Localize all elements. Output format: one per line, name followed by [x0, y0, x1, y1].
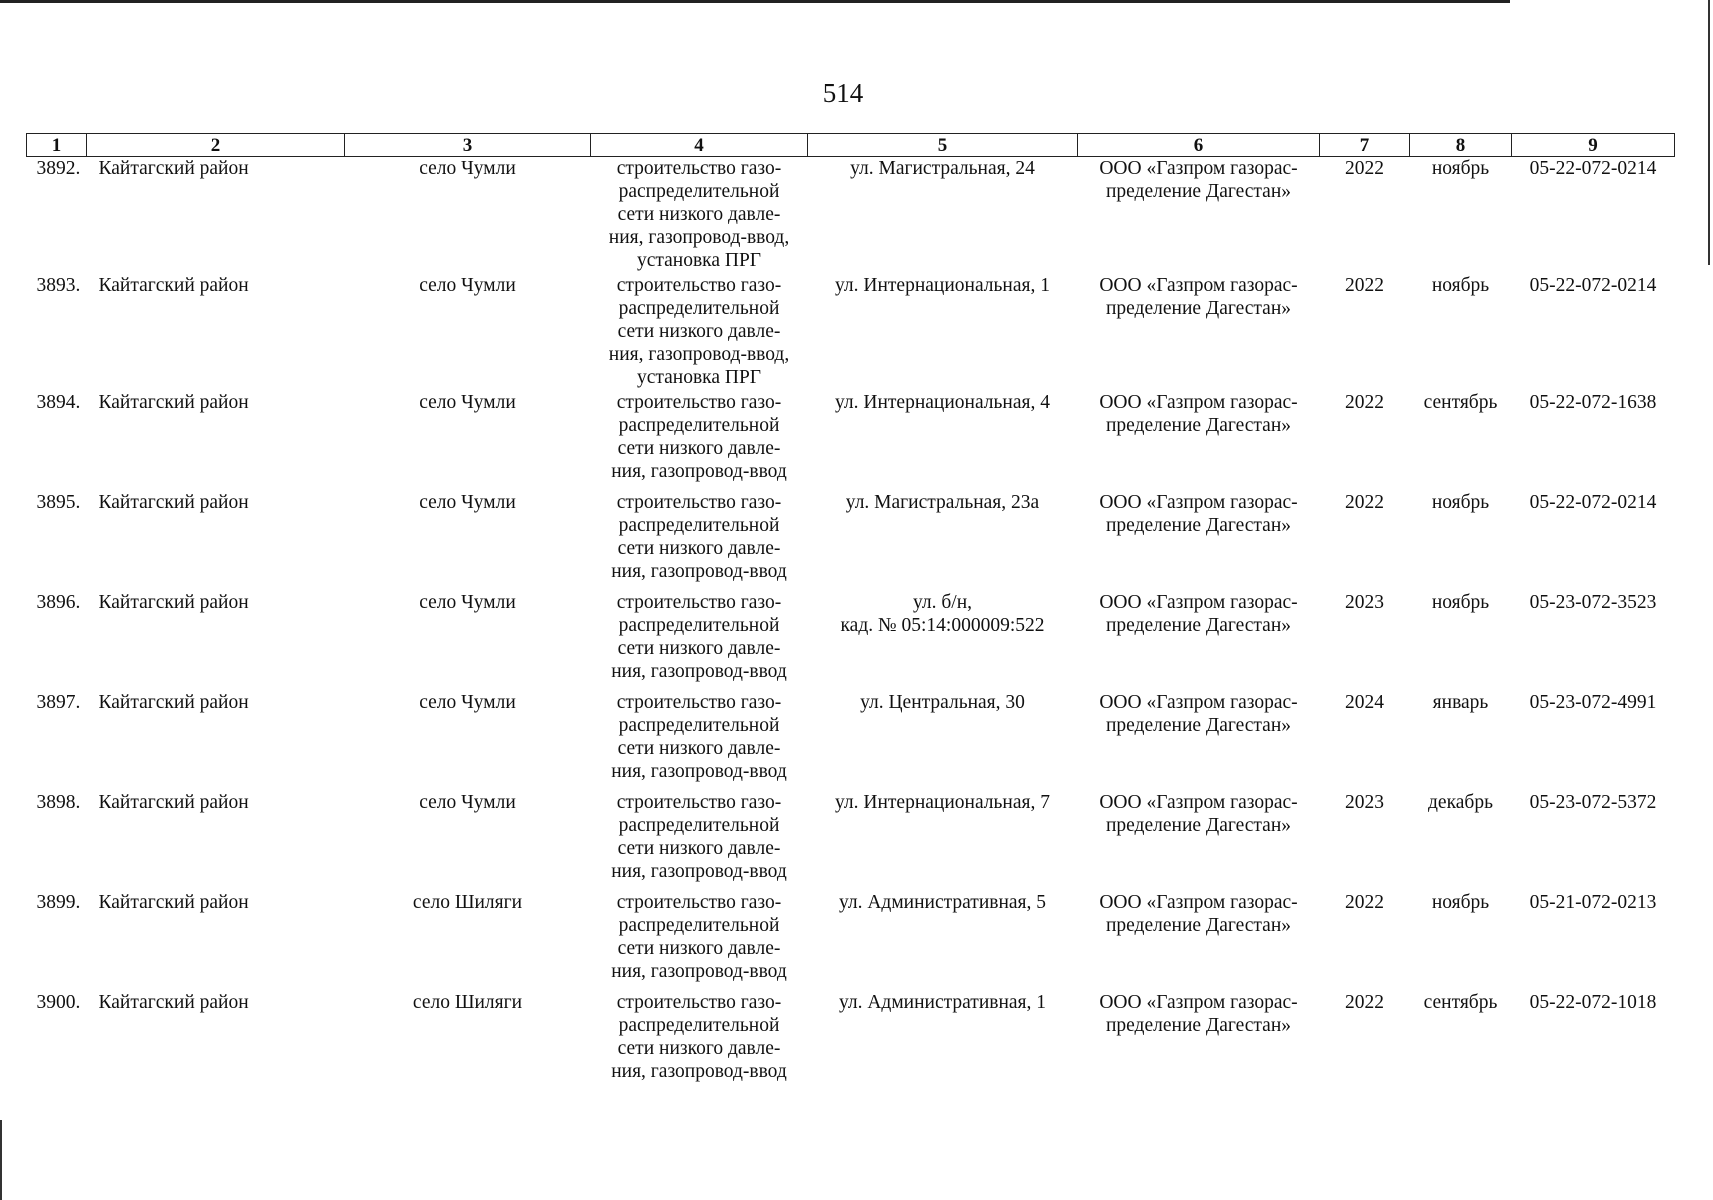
address-cell: [808, 991, 1078, 1091]
work-description-cell-line: сети низкого давле-: [617, 737, 781, 759]
scan-edge-top: [0, 0, 1510, 3]
row-number: 3892.: [36, 158, 81, 179]
locality-cell: село Чумли: [419, 591, 516, 613]
address-cell: [808, 157, 1078, 274]
table-row: [27, 991, 1675, 1091]
work-description-cell-line: сети низкого давле-: [617, 637, 781, 659]
work-description-cell-line: сети низкого давле-: [617, 1037, 781, 1059]
locality-cell: село Чумли: [419, 491, 516, 513]
column-header: 5: [808, 134, 1078, 157]
organization-cell-line: пределение Дагестан»: [1105, 414, 1292, 436]
organization-cell-line: ООО «Газпром газорас-: [1099, 591, 1298, 613]
code-cell: 05-22-072-0214: [1529, 274, 1657, 296]
district-cell: Кайтагский район: [98, 274, 249, 296]
code-cell: 05-23-072-5372: [1529, 791, 1657, 813]
column-header: 8: [1410, 134, 1512, 157]
organization-cell: [1078, 391, 1320, 491]
column-header: 9: [1512, 134, 1675, 157]
district-cell: Кайтагский район: [98, 491, 249, 513]
address-cell: [808, 691, 1078, 791]
column-header: 1: [27, 134, 87, 157]
year-cell: 2023: [1345, 791, 1384, 813]
work-description-cell-line: строительство газо-: [616, 991, 782, 1013]
month-cell: ноябрь: [1431, 591, 1490, 613]
month-cell: ноябрь: [1431, 491, 1490, 513]
work-description-cell-line: распределительной: [618, 614, 780, 636]
code-cell: 05-23-072-3523: [1529, 591, 1657, 613]
table-body: [27, 157, 1675, 1091]
work-description-cell-line: строительство газо-: [616, 891, 782, 913]
organization-cell: [1078, 891, 1320, 991]
table-row: [27, 691, 1675, 791]
district-cell: Кайтагский район: [98, 991, 249, 1013]
organization-cell-line: пределение Дагестан»: [1105, 714, 1292, 736]
work-description-cell-line: строительство газо-: [616, 791, 782, 813]
address-cell-line: ул. б/н,: [912, 591, 973, 613]
work-description-cell: [591, 491, 808, 591]
district-cell: Кайтагский район: [98, 791, 249, 813]
district-cell: Кайтагский район: [98, 158, 249, 179]
year-cell: 2023: [1345, 591, 1384, 613]
address-cell-line: ул. Административная, 1: [838, 991, 1047, 1013]
code-cell: 05-21-072-0213: [1529, 891, 1657, 913]
table-row: [27, 157, 1675, 274]
month-cell: сентябрь: [1423, 391, 1498, 413]
organization-cell-line: ООО «Газпром газорас-: [1099, 791, 1298, 813]
table-row: [27, 491, 1675, 591]
address-cell-line: ул. Магистральная, 23а: [845, 491, 1040, 513]
address-cell-line: ул. Центральная, 30: [860, 691, 1025, 713]
row-number: 3899.: [36, 891, 81, 913]
address-cell: [808, 891, 1078, 991]
scan-edge-right: [1708, 0, 1710, 265]
year-cell: 2022: [1345, 158, 1384, 179]
work-description-cell: [591, 791, 808, 891]
work-description-cell-line: строительство газо-: [616, 391, 782, 413]
work-description-cell-line: распределительной: [618, 297, 780, 319]
row-number: 3895.: [36, 491, 81, 513]
organization-cell-line: ООО «Газпром газорас-: [1099, 391, 1298, 413]
locality-cell: село Чумли: [419, 791, 516, 813]
work-description-cell-line: распределительной: [618, 714, 780, 736]
work-description-cell-line: ния, газопровод-ввод: [611, 760, 787, 782]
locality-cell: село Чумли: [419, 274, 516, 296]
scan-edge-left: [0, 1120, 2, 1200]
organization-cell-line: ООО «Газпром газорас-: [1099, 691, 1298, 713]
organization-cell: [1078, 691, 1320, 791]
work-description-cell-line: установка ПРГ: [636, 250, 762, 271]
code-cell: 05-23-072-4991: [1529, 691, 1657, 713]
organization-cell-line: ООО «Газпром газорас-: [1099, 891, 1298, 913]
address-cell: [808, 274, 1078, 391]
work-description-cell-line: сети низкого давле-: [617, 320, 781, 342]
address-cell-line: ул. Магистральная, 24: [850, 158, 1035, 179]
column-header: 7: [1320, 134, 1410, 157]
organization-cell: [1078, 274, 1320, 391]
address-cell: [808, 391, 1078, 491]
work-description-cell-line: ния, газопровод-ввод: [611, 1060, 787, 1082]
year-cell: 2022: [1345, 891, 1384, 913]
work-description-cell-line: установка ПРГ: [636, 366, 762, 388]
table-row: [27, 591, 1675, 691]
organization-cell-line: ООО «Газпром газорас-: [1099, 274, 1298, 296]
district-cell: Кайтагский район: [98, 391, 249, 413]
organization-cell-line: ООО «Газпром газорас-: [1099, 491, 1298, 513]
row-number: 3897.: [36, 691, 81, 713]
column-header: 3: [345, 134, 591, 157]
organization-cell-line: пределение Дагестан»: [1105, 914, 1292, 936]
page-number: 514: [822, 78, 864, 108]
work-description-cell-line: сети низкого давле-: [617, 204, 781, 225]
column-header: 6: [1078, 134, 1320, 157]
work-description-cell-line: строительство газо-: [616, 491, 782, 513]
month-cell: ноябрь: [1431, 891, 1490, 913]
work-description-cell-line: ния, газопровод-ввод: [611, 560, 787, 582]
organization-cell: [1078, 991, 1320, 1091]
year-cell: 2022: [1345, 991, 1384, 1013]
work-description-cell-line: ния, газопровод-ввод,: [608, 343, 790, 365]
work-description-cell-line: строительство газо-: [616, 691, 782, 713]
work-description-cell: [591, 691, 808, 791]
work-description-cell-line: распределительной: [618, 914, 780, 936]
work-description-cell-line: строительство газо-: [616, 158, 782, 179]
organization-cell: [1078, 157, 1320, 274]
table-row: [27, 891, 1675, 991]
work-description-cell: [591, 591, 808, 691]
work-description-cell-line: распределительной: [618, 814, 780, 836]
work-description-cell: [591, 274, 808, 391]
registry-table: [26, 133, 1675, 1091]
table-header-row: [27, 134, 1675, 157]
column-header: 4: [591, 134, 808, 157]
table-row: [27, 391, 1675, 491]
year-cell: 2024: [1345, 691, 1384, 713]
work-description-cell-line: сети низкого давле-: [617, 837, 781, 859]
organization-cell-line: ООО «Газпром газорас-: [1099, 158, 1298, 179]
table-row: [27, 274, 1675, 391]
column-header: 2: [87, 134, 345, 157]
row-number: 3894.: [36, 391, 81, 413]
code-cell: 05-22-072-1638: [1529, 391, 1657, 413]
work-description-cell-line: сети низкого давле-: [617, 937, 781, 959]
organization-cell-line: пределение Дагестан»: [1105, 814, 1292, 836]
work-description-cell-line: сети низкого давле-: [617, 537, 781, 559]
month-cell: декабрь: [1428, 791, 1493, 813]
work-description-cell-line: строительство газо-: [616, 274, 782, 296]
row-number: 3893.: [36, 274, 81, 296]
organization-cell: [1078, 491, 1320, 591]
address-cell: [808, 791, 1078, 891]
work-description-cell-line: строительство газо-: [616, 591, 782, 613]
organization-cell-line: пределение Дагестан»: [1105, 181, 1292, 202]
table-row: [27, 791, 1675, 891]
address-cell-line: ул. Интернациональная, 1: [835, 274, 1050, 296]
work-description-cell-line: ния, газопровод-ввод: [611, 860, 787, 882]
organization-cell: [1078, 791, 1320, 891]
address-cell-line: ул. Административная, 5: [838, 891, 1047, 913]
address-cell-line: ул. Интернациональная, 4: [835, 391, 1050, 413]
year-cell: 2022: [1345, 491, 1384, 513]
address-cell: [808, 491, 1078, 591]
organization-cell-line: пределение Дагестан»: [1105, 614, 1292, 636]
work-description-cell: [591, 991, 808, 1091]
district-cell: Кайтагский район: [98, 591, 249, 613]
work-description-cell-line: ния, газопровод-ввод: [611, 660, 787, 682]
month-cell: ноябрь: [1431, 274, 1490, 296]
organization-cell-line: пределение Дагестан»: [1105, 514, 1292, 536]
district-cell: Кайтагский район: [98, 691, 249, 713]
locality-cell: село Шиляги: [412, 891, 523, 913]
work-description-cell-line: сети низкого давле-: [617, 437, 781, 459]
code-cell: 05-22-072-1018: [1529, 991, 1657, 1013]
month-cell: сентябрь: [1423, 991, 1498, 1013]
work-description-cell-line: ния, газопровод-ввод: [611, 960, 787, 982]
locality-cell: село Чумли: [419, 691, 516, 713]
month-cell: январь: [1432, 691, 1489, 713]
address-cell-line: кад. № 05:14:000009:522: [840, 614, 1045, 636]
work-description-cell-line: распределительной: [618, 414, 780, 436]
work-description-cell-line: распределительной: [618, 514, 780, 536]
year-cell: 2022: [1345, 391, 1384, 413]
work-description-cell-line: распределительной: [618, 181, 780, 202]
address-cell-line: ул. Интернациональная, 7: [835, 791, 1050, 813]
organization-cell-line: ООО «Газпром газорас-: [1099, 991, 1298, 1013]
locality-cell: село Чумли: [419, 158, 516, 179]
month-cell: ноябрь: [1431, 158, 1490, 179]
work-description-cell-line: ния, газопровод-ввод: [611, 460, 787, 482]
year-cell: 2022: [1345, 274, 1384, 296]
code-cell: 05-22-072-0214: [1529, 491, 1657, 513]
work-description-cell-line: распределительной: [618, 1014, 780, 1036]
organization-cell: [1078, 591, 1320, 691]
row-number: 3896.: [36, 591, 81, 613]
work-description-cell: [591, 891, 808, 991]
organization-cell-line: пределение Дагестан»: [1105, 297, 1292, 319]
row-number: 3900.: [36, 991, 81, 1013]
locality-cell: село Шиляги: [412, 991, 523, 1013]
district-cell: Кайтагский район: [98, 891, 249, 913]
code-cell: 05-22-072-0214: [1529, 158, 1657, 179]
row-number: 3898.: [36, 791, 81, 813]
work-description-cell-line: ния, газопровод-ввод,: [608, 227, 790, 248]
work-description-cell: [591, 391, 808, 491]
organization-cell-line: пределение Дагестан»: [1105, 1014, 1292, 1036]
locality-cell: село Чумли: [419, 391, 516, 413]
work-description-cell: [591, 157, 808, 274]
address-cell: [808, 591, 1078, 691]
